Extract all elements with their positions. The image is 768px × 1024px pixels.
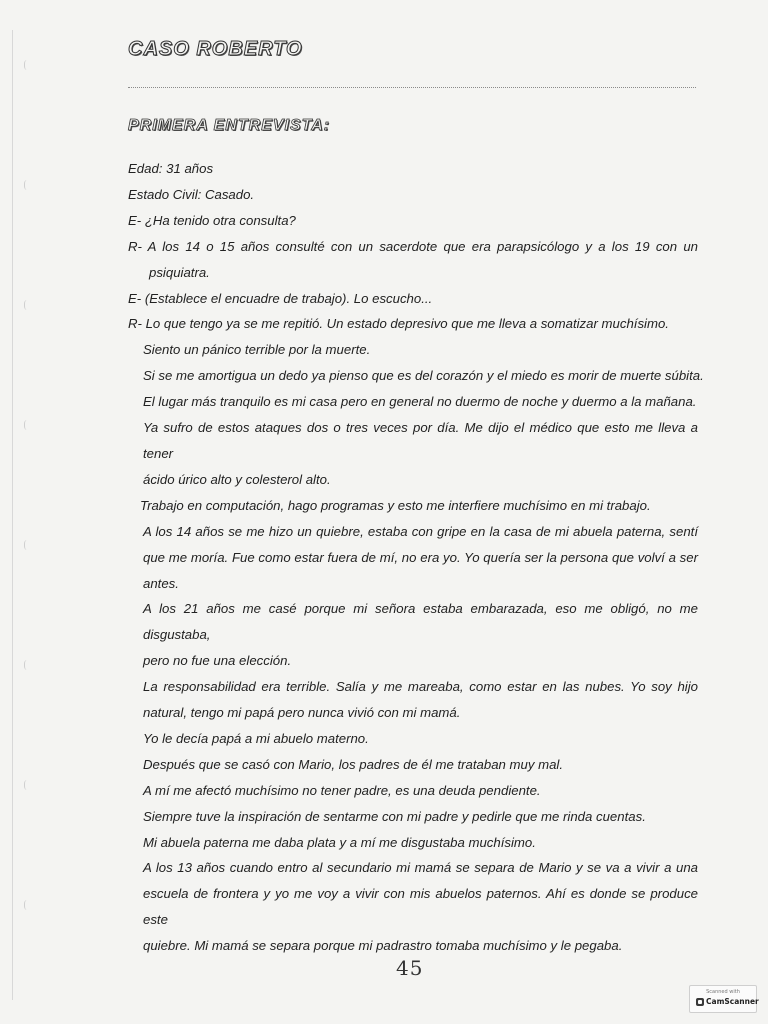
text-line: Siento un pánico terrible por la muerte. bbox=[143, 342, 371, 358]
text-line: A los 14 años se me hizo un quiebre, estaba con gripe en la casa de mi abuela paterna, sentí bbox=[143, 523, 698, 539]
scanner-caption: Scanned with bbox=[706, 989, 740, 995]
text-line: pero no fue una elección. bbox=[143, 653, 292, 669]
text-line: Edad: 31 años bbox=[128, 161, 214, 176]
margin-tick bbox=[24, 660, 31, 670]
text-line: que me moría. Fue como estar fuera de mí, no era yo. Yo quería ser la persona que volví a ser bbox=[143, 549, 698, 565]
text-line: Yo le decía papá a mi abuelo materno. bbox=[143, 730, 369, 746]
title-divider bbox=[128, 87, 696, 88]
camscanner-badge bbox=[689, 985, 757, 1013]
text-line: R- Lo que tengo ya se me repitió. Un estado depresivo que me lleva a somatizar muchísimo. bbox=[128, 316, 669, 332]
text-line: natural, tengo mi papá pero nunca vivió con mi mamá. bbox=[143, 705, 461, 721]
text-line: Si se me amortigua un dedo ya pienso que es del corazón y el miedo es morir de muerte súbita. bbox=[143, 368, 704, 384]
text-line: A mí me afectó muchísimo no tener padre, es una deuda pendiente. bbox=[143, 782, 541, 798]
text-line: Ya sufro de estos ataques dos o tres veces por día. Me dijo el médico que esto me lleva a tener bbox=[143, 420, 698, 461]
section-heading: PRIMERA ENTREVISTA: bbox=[128, 117, 331, 134]
text-line: E- (Establece el encuadre de trabajo). Lo escucho... bbox=[128, 290, 433, 306]
text-line: Estado Civil: Casado. bbox=[128, 186, 255, 202]
left-margin bbox=[0, 0, 40, 1024]
text-line: ácido úrico alto y colesterol alto. bbox=[143, 471, 331, 487]
text-line: Trabajo en computación, hago programas y esto me interfiere muchísimo en mi trabajo. bbox=[140, 497, 651, 513]
margin-rule bbox=[12, 30, 13, 1000]
text-line: La responsabilidad era terrible. Salía y me mareaba, como estar en las nubes. Yo soy hijo bbox=[143, 679, 698, 695]
interview-body bbox=[128, 156, 704, 959]
margin-tick bbox=[24, 900, 31, 910]
margin-tick bbox=[24, 420, 31, 430]
margin-tick bbox=[24, 540, 31, 550]
text-line: E- ¿Ha tenido otra consulta? bbox=[128, 212, 296, 228]
text-line: Siempre tuve la inspiración de sentarme con mi padre y pedirle que me rinda cuentas. bbox=[143, 808, 646, 824]
text-line: Después que se casó con Mario, los padres de él me trataban muy mal. bbox=[143, 756, 564, 772]
text-line: antes. bbox=[143, 575, 179, 591]
text-line: Mi abuela paterna me daba plata y a mí me disgustaba muchísimo. bbox=[143, 834, 536, 850]
text-line: El lugar más tranquilo es mi casa pero en general no duermo de noche y duermo a la mañana. bbox=[143, 394, 697, 410]
text-line: A los 13 años cuando entro al secundario mi mamá se separa de Mario y se va a vivir a una bbox=[143, 860, 698, 876]
margin-tick bbox=[24, 300, 31, 310]
text-line: psiquiatra. bbox=[149, 264, 210, 280]
margin-tick bbox=[24, 180, 31, 190]
text-line: R- A los 14 o 15 años consulté con un sacerdote que era parapsicólogo y a los 19 con un bbox=[128, 238, 698, 254]
text-line: quiebre. Mi mamá se separa porque mi padrastro tomaba muchísimo y le pegaba. bbox=[143, 938, 623, 954]
margin-tick bbox=[24, 60, 31, 70]
text-line: A los 21 años me casé porque mi señora estaba embarazada, eso me obligó, no me disgustaba, bbox=[143, 601, 698, 643]
camscanner-logo-icon bbox=[696, 998, 704, 1006]
page-number: 45 bbox=[396, 956, 424, 980]
text-line: escuela de frontera y yo me voy a vivir con mis abuelos paternos. Ahí es donde se produce este bbox=[143, 886, 698, 928]
scanner-brand: CamScanner bbox=[706, 997, 759, 1006]
margin-tick bbox=[24, 780, 31, 790]
document-title: CASO ROBERTO bbox=[128, 38, 303, 60]
